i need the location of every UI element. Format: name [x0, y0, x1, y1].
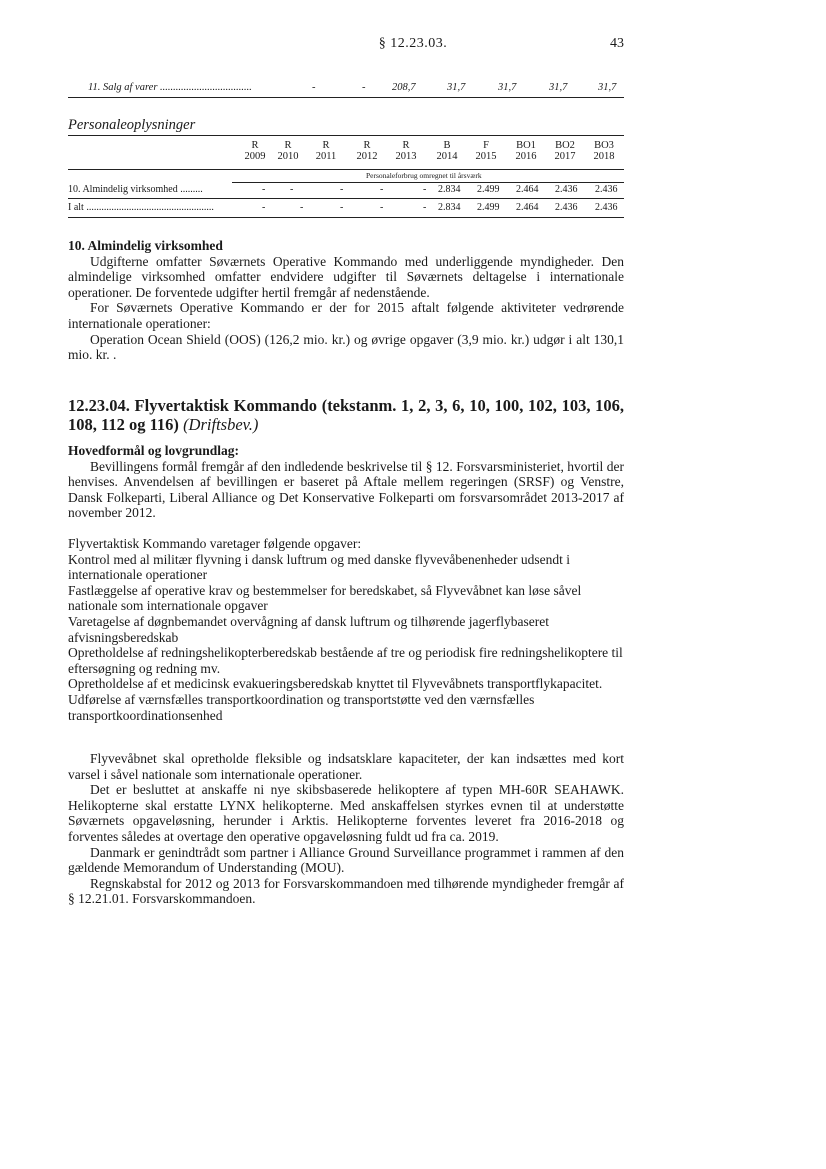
column-header: BO3 2018 [593, 140, 615, 162]
paragraph: Flyvevåbnet skal opretholde fleksible og indsatsklare kapaciteter, der kan indsættes med kort varsel i såvel nationale som internationale operationer. [68, 751, 624, 782]
tasks [68, 536, 624, 723]
table-row: 10. Almindelig virksomhed ......... - - - - - 2.834 2.499 2.464 2.436 2.436 [68, 184, 618, 195]
sales-value: 208,7 [392, 82, 416, 93]
column-header: R 2013 [395, 140, 417, 162]
list-item: Varetagelse af døgnbemandet overvågning af dansk luftrum og tilhørende jagerflybaseret afvisningsberedskab [68, 613, 549, 645]
list-item: Opretholdelse af redningshelikopterberedskab bestående af tre og periodisk fire redningshelikoptere til eftersøgning og redning mv. [68, 645, 623, 676]
closing-paragraphs [68, 751, 624, 907]
sales-value: 31,7 [447, 82, 466, 93]
column-header: F 2015 [475, 140, 497, 162]
table-row: I alt ................................................... - - - - - 2.834 2.499 2.464 2.436 2.436 [68, 202, 618, 213]
sales-value: - [362, 82, 366, 93]
section-12-23-04 [68, 396, 624, 434]
paragraph: Danmark er genindtrådt som partner i Alliance Ground Surveillance programmet i rammen af den gældende Memorandum of Understanding (MOU). [68, 844, 624, 876]
section-heading: 12.23.04. Flyvertaktisk Kommando (tekstanm. 1, 2, 3, 6, 10, 100, 102, 103, 106, 108, 112 og 116) (Driftsbev.) [68, 396, 624, 434]
paragraph: Det er besluttet at anskaffe ni nye skibsbaserede helikoptere af typen MH-60R SEAHAWK. Helikopterne skal erstatte LYNX helikopterne. Med anskaffelsen styrkes evnen til at understøtte Søværnets opgaveløsning, herunder i Arktis. Helikopterne forventes leveret fra 2016-2018 og forventes således at overtage den operative opgaveløsning fuldt ud fra ca. 2019. [68, 782, 624, 844]
sales-value: 31,7 [549, 82, 568, 93]
column-header: R 2009 [244, 140, 266, 162]
list-item: Fastlæggelse af operative krav og bestemmelser for beredskabet, så Flyvevåbnet kan løse såvel nationale som internationale opgaver [68, 582, 582, 614]
page-header-section: § 12.23.03. [378, 36, 448, 51]
divider [68, 198, 624, 199]
divider [232, 182, 624, 183]
sales-value: - [312, 82, 316, 93]
paragraph: Udgifterne omfatter Søværnets Operative Kommando med underliggende myndigheder. Den almindelige virksomhed omfatter endvidere udgifter til Søværnets deltagelse i internationale operationer. De forventede udgifter hertil fremgår af nedenstående. [68, 253, 624, 300]
section-heading: 10. Almindelig virksomhed [68, 238, 223, 253]
main-purpose [68, 443, 624, 521]
sales-value: 31,7 [598, 82, 617, 93]
sub-heading: Hovedformål og lovgrundlag: [68, 443, 239, 458]
divider [68, 135, 624, 136]
table-note: Personaleforbrug omregnet til årsværk [366, 171, 482, 180]
list-item: Udførelse af værnsfælles transportkoordination og transportstøtte ved den værnsfælles transportkoordinationsenhed [68, 691, 535, 723]
column-header: R 2011 [315, 140, 337, 162]
divider [68, 217, 624, 218]
page-number: 43 [610, 36, 624, 51]
sales-row [68, 82, 624, 98]
section-10 [68, 238, 624, 363]
paragraph: Regnskabstal for 2012 og 2013 for Forsvarskommandoen med tilhørende myndigheder fremgår af § 12.21.01. Forsvarskommandoen. [68, 875, 624, 907]
list-item: Opretholdelse af et medicinsk evakueringsberedskab knyttet til Flyvevåbnets transportflykapacitet. [68, 676, 603, 692]
column-header: BO2 2017 [554, 140, 576, 162]
paragraph: Operation Ocean Shield (OOS) (126,2 mio. kr.) og øvrige opgaver (3,9 mio. kr.) udgør i alt 130,1 mio. kr. . [68, 331, 624, 363]
sales-value: 31,7 [498, 82, 517, 93]
column-header: R 2012 [356, 140, 378, 162]
paragraph: For Søværnets Operative Kommando er der for 2015 aftalt følgende aktiviteter vedrørende internationale operationer: [68, 300, 624, 331]
tasks-intro: Flyvertaktisk Kommando varetager følgende opgaver: [68, 536, 362, 551]
column-header: B 2014 [436, 140, 458, 162]
paragraph: Bevillingens formål fremgår af den indledende beskrivelse til § 12. Forsvarsministeriet, hvortil der henvises. Anvendelsen af bevillingen er baseret på Aftale mellem regeringen (SRSF) og Venstre, Dansk Folkeparti, Liberal Alliance og Det Konservative Folkeparti om forsvarsområdet 2013-2017 af november 2012. [68, 458, 624, 521]
personnel-title: Personaleoplysninger [68, 117, 196, 133]
divider [68, 169, 624, 170]
column-header: BO1 2016 [515, 140, 537, 162]
sales-row-label: 11. Salg af varer ................................... [88, 82, 252, 93]
divider [68, 97, 624, 98]
column-header: R 2010 [277, 140, 299, 162]
list-item: Kontrol med al militær flyvning i dansk luftrum og med danske flyvevåbenenheder udsendt i internationale operationer [68, 551, 571, 583]
